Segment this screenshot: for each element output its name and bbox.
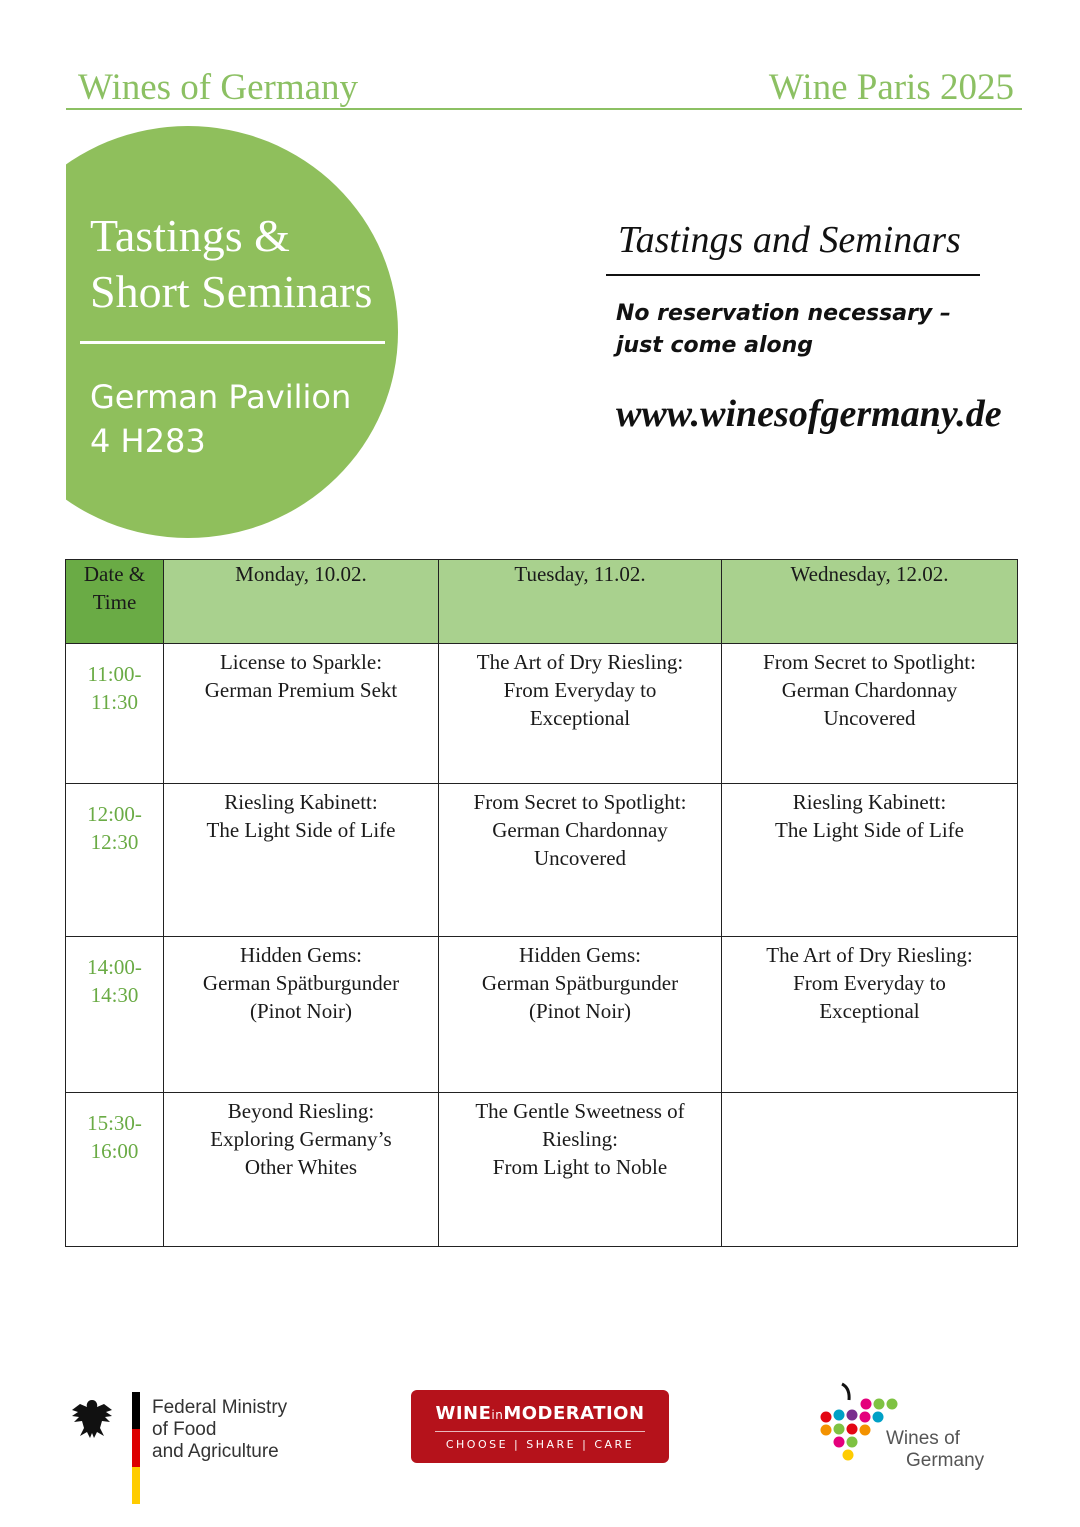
website-link[interactable]: www.winesofgermany.de xyxy=(616,393,1002,435)
schedule-table xyxy=(65,559,1018,1247)
session-cell: From Secret to Spotlight: German Chardonnay Uncovered xyxy=(439,784,722,937)
time-slot: 14:00- 14:30 xyxy=(66,937,164,1093)
time-slot: 15:30- 16:00 xyxy=(66,1093,164,1247)
table-header-row xyxy=(66,560,1018,644)
circle-divider xyxy=(80,341,385,344)
day-header: Tuesday, 11.02. xyxy=(439,560,722,644)
session-cell: The Gentle Sweetness of Riesling: From Light to Noble xyxy=(439,1093,722,1247)
circle-title: Tastings & Short Seminars xyxy=(90,210,373,317)
day-header: Monday, 10.02. xyxy=(164,560,439,644)
session-cell: Riesling Kabinett: The Light Side of Life xyxy=(722,784,1018,937)
table-row xyxy=(66,784,1018,937)
wine-in-moderation-logo: WINEinMODERATION CHOOSE | SHARE | CARE xyxy=(411,1390,669,1463)
time-slot: 12:00- 12:30 xyxy=(66,784,164,937)
federal-eagle-icon xyxy=(70,1398,114,1440)
table-row xyxy=(66,1093,1018,1247)
header-event: Wine Paris 2025 xyxy=(768,67,1014,108)
session-cell: Riesling Kabinett: The Light Side of Life xyxy=(164,784,439,937)
session-cell: Hidden Gems: German Spätburgunder (Pinot Noir) xyxy=(164,937,439,1093)
time-slot: 11:00- 11:30 xyxy=(66,644,164,784)
wines-of-germany-logo-text: Wines of Germany xyxy=(886,1428,985,1471)
table-row xyxy=(66,644,1018,784)
info-note: No reservation necessary – just come along xyxy=(616,301,951,358)
session-cell: From Secret to Spotlight: German Chardonnay Uncovered xyxy=(722,644,1018,784)
german-flag-stripe xyxy=(132,1392,140,1504)
info-divider xyxy=(606,274,980,276)
session-cell: The Art of Dry Riesling: From Everyday to Exceptional xyxy=(722,937,1018,1093)
circle-location: German Pavilion 4 H283 xyxy=(90,378,352,460)
info-title: Tastings and Seminars xyxy=(618,219,961,261)
date-time-header: Date & Time xyxy=(66,560,164,644)
ministry-logo-text: Federal Ministry of Food and Agriculture xyxy=(152,1397,288,1462)
session-cell: The Art of Dry Riesling: From Everyday to Exceptional xyxy=(439,644,722,784)
day-header: Wednesday, 12.02. xyxy=(722,560,1018,644)
session-cell: Beyond Riesling: Exploring Germany’s Other Whites xyxy=(164,1093,439,1247)
header-brand: Wines of Germany xyxy=(78,67,359,108)
session-cell xyxy=(722,1093,1018,1247)
session-cell: License to Sparkle: German Premium Sekt xyxy=(164,644,439,784)
header-divider xyxy=(66,108,1022,110)
session-cell: Hidden Gems: German Spätburgunder (Pinot Noir) xyxy=(439,937,722,1093)
table-row xyxy=(66,937,1018,1093)
